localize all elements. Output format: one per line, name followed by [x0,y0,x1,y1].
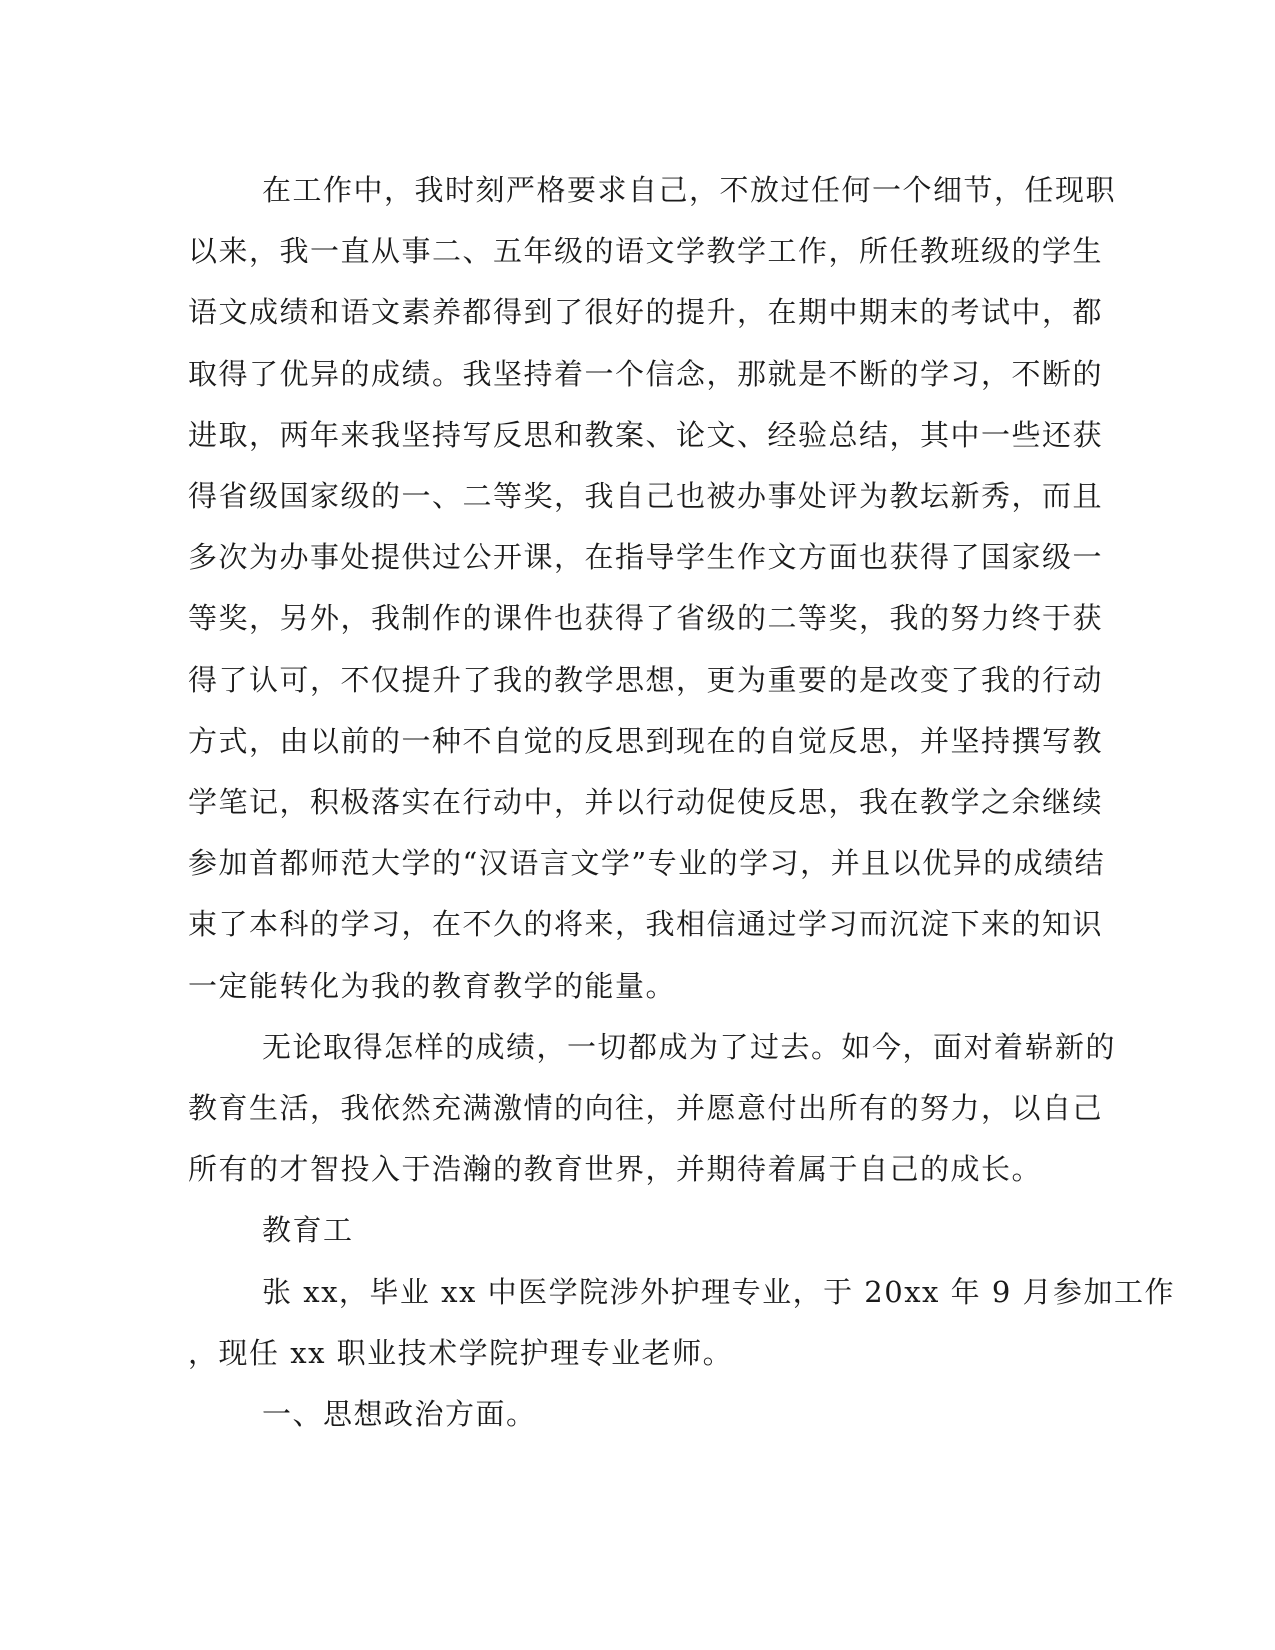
paragraph-looking-forward [188,1017,1117,1201]
text-line: 无论取得怎样的成绩，一切都成为了过去。如今，面对着崭新的 [262,1029,1117,1064]
text-line: 参加首都师范大学的“汉语言文学”专业的学习，并且以优异的成绩结 [188,846,1106,881]
heading-text: 教育工 [262,1213,354,1248]
text-line: 多次为办事处提供过公开课，在指导学生作文方面也获得了国家级一 [188,540,1104,575]
section-heading [188,1200,1068,1261]
text-line: 取得了优异的成绩。我坚持着一个信念，那就是不断的学习，不断的 [188,356,1104,391]
text-line: 方式，由以前的一种不自觉的反思到现在的自觉反思，并坚持撰写教 [188,723,1104,758]
text-line: 在工作中，我时刻严格要求自己，不放过任何一个细节，任现职 [262,173,1117,207]
text-line: 等奖，另外，我制作的课件也获得了省级的二等奖，我的努力终于获 [188,601,1104,636]
text-line: 张 xx，毕业 xx 中医学院涉外护理专业，于 20xx 年 9 月参加工作 [262,1274,1176,1309]
subsection-heading [188,1384,1068,1445]
paragraph-profile [188,1262,1176,1384]
text-line: 语文成绩和语文素养都得到了很好的提升，在期中期末的考试中，都 [188,295,1104,330]
text-line: 一定能转化为我的教育教学的能量。 [188,968,677,1003]
text-line: 束了本科的学习，在不久的将来，我相信通过学习而沉淀下来的知识 [188,907,1104,942]
paragraph-work-achievements [188,160,1117,1017]
text-line: 学笔记，积极落实在行动中，并以行动促使反思，我在教学之余继续 [188,785,1104,820]
heading-text: 一、思想政治方面。 [262,1397,537,1432]
text-line: 进取，两年来我坚持写反思和教案、论文、经验总结，其中一些还获 [188,417,1104,452]
text-line: 得了认可，不仅提升了我的教学思想，更为重要的是改变了我的行动 [188,662,1104,697]
text-line: 得省级国家级的一、二等奖，我自己也被办事处评为教坛新秀，而且 [188,479,1104,514]
text-line: 教育生活，我依然充满激情的向往，并愿意付出所有的努力，以自己 [188,1091,1104,1126]
text-line: 所有的才智投入于浩瀚的教育世界，并期待着属于自己的成长。 [188,1152,1043,1187]
text-line: ，现任 xx 职业技术学院护理专业老师。 [188,1335,734,1370]
text-line: 以来，我一直从事二、五年级的语文学教学工作，所任教班级的学生 [188,234,1104,269]
document-body [188,160,1176,1445]
